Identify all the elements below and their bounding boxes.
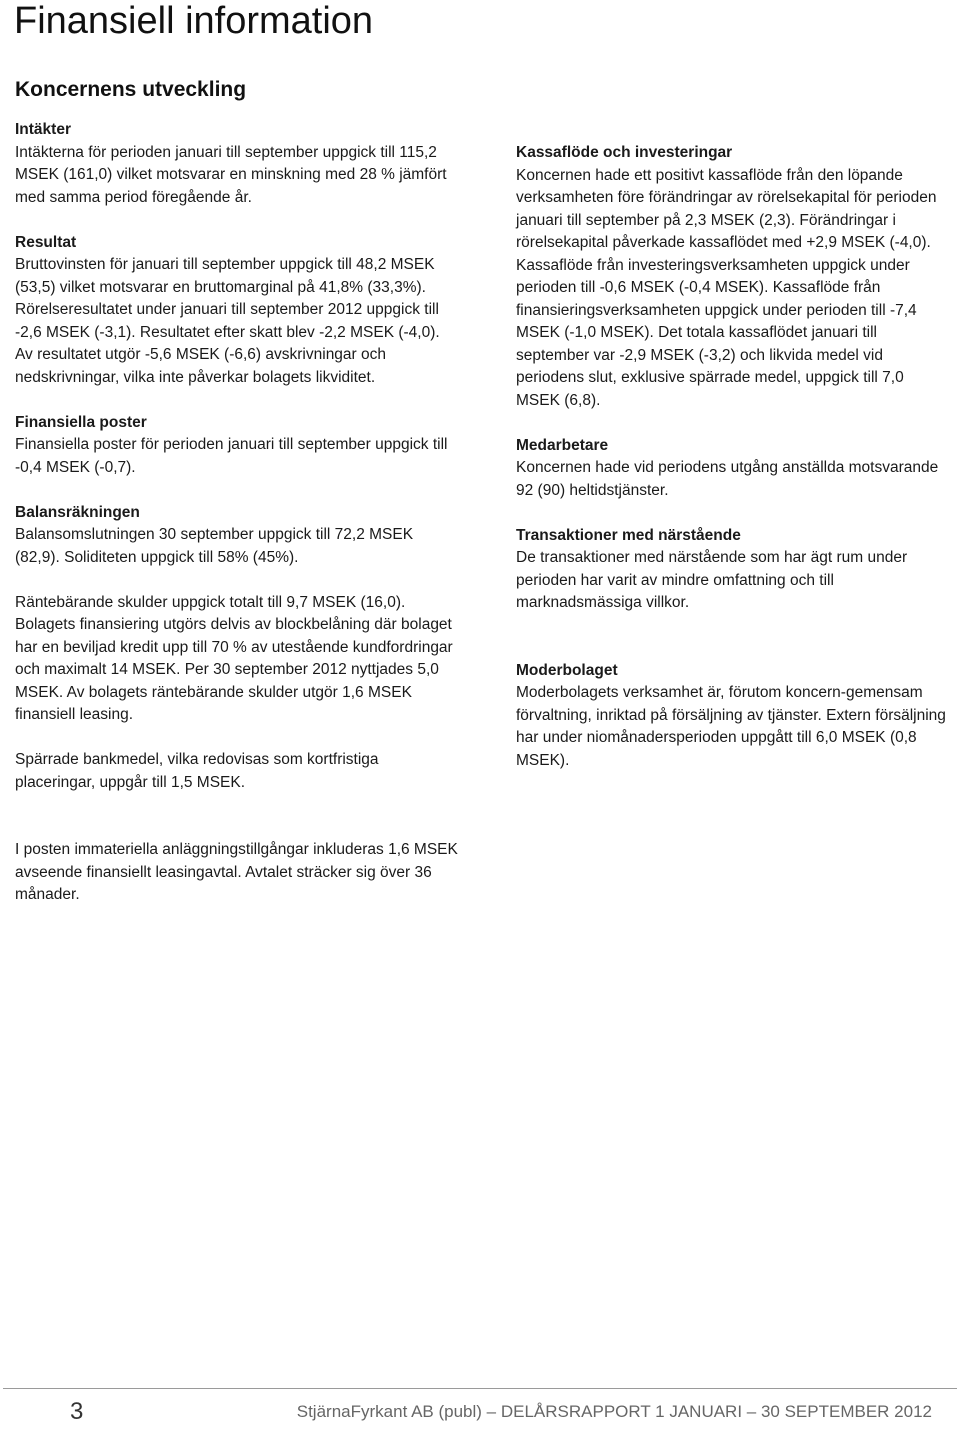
medarbetare-body: Koncernen hade vid periodens utgång anställda motsvarande 92 (90) heltidstjänster. xyxy=(516,459,939,499)
left-column xyxy=(15,119,460,929)
balansrakningen-heading: Balansräkningen xyxy=(15,503,140,521)
kassaflode-heading: Kassaflöde och investeringar xyxy=(516,144,733,161)
intakter-body: Intäkterna för perioden januari till september uppgick till 115,2 MSEK (161,0) vilket motsvarar en minskning med 28 % jämfört med samma period föregående år. xyxy=(15,143,447,206)
balansrakningen-body: Balansomslutningen 30 september uppgick till 72,2 MSEK (82,9). Soliditeten uppgick till 58% (45%). xyxy=(15,526,414,566)
right-column xyxy=(516,142,948,795)
section-resultat xyxy=(15,232,460,390)
section-kassaflode xyxy=(516,142,948,412)
section-balansrakningen xyxy=(15,502,460,570)
section-immateriella xyxy=(15,839,460,907)
finansiella-poster-body: Finansiella poster för perioden januari till september uppgick till -0,4 MSEK (-0,7). xyxy=(15,436,448,476)
section-rantebarande xyxy=(15,592,460,727)
transaktioner-heading: Transaktioner med närstående xyxy=(516,526,741,544)
medarbetare-heading: Medarbetare xyxy=(516,436,609,454)
transaktioner-body: De transaktioner med närstående som har ägt rum under perioden har varit av mindre omfattning och till marknadsmässiga villkor. xyxy=(516,549,908,611)
section-intakter xyxy=(15,119,460,209)
footer-divider xyxy=(3,1388,957,1389)
section-finansiella-poster xyxy=(15,412,460,480)
section-medarbetare xyxy=(516,435,948,503)
page-number: 3 xyxy=(70,1398,84,1425)
kassaflode-body: Koncernen hade ett positivt kassaflöde från den löpande verksamheten före förändringar av rörelsekapital för perioden januari till september på 2,3 MSEK (2,3). Förändringar i rörelsekapital påverkade kassaflödet med +2,9 MSEK (-4,0). Kassaflöde från investeringsverksamheten uppgick under perioden till -0,6 MSEK (-0,4 MSEK). Kassaflöde från finansieringsverksamheten uppgick under perioden till -7,4 MSEK (-1,0 MSEK). Det totala kassaflödet januari till september var -2,9 MSEK (-3,2) och likvida medel vid periodens slut, exklusive spärrade medel, uppgick till 7,0 MSEK (6,8). xyxy=(516,166,937,409)
resultat-heading: Resultat xyxy=(15,233,77,251)
section-moderbolaget xyxy=(516,660,948,773)
rantebarande-body: Räntebärande skulder uppgick totalt till 9,7 MSEK (16,0). Bolagets finansiering utgörs delvis av blockbelåning där bolaget har en beviljad kredit upp till 70 % av utestående kundfordringar och maximalt 14 MSEK. Per 30 september 2012 nyttjades 5,0 MSEK. Av bolagets räntebärande skulder utgör 1,6 MSEK finansiell leasing. xyxy=(15,593,453,723)
document-title: StjärnaFyrkant AB (publ) – DELÅRSRAPPORT 1 JANUARI – 30 SEPTEMBER 2012 xyxy=(296,1402,932,1421)
sparrade-body: Spärrade bankmedel, vilka redovisas som kortfristiga placeringar, uppgår till 1,5 MSEK. xyxy=(15,751,379,791)
intakter-heading: Intäkter xyxy=(15,121,71,138)
page-footer xyxy=(0,1388,960,1440)
moderbolaget-heading: Moderbolaget xyxy=(516,661,618,679)
finansiella-poster-heading: Finansiella poster xyxy=(15,413,147,431)
section-transaktioner xyxy=(516,525,948,615)
resultat-body: Bruttovinsten för januari till september uppgick till 48,2 MSEK (53,5) vilket motsvarar en bruttomarginal på 41,8% (33,3%). Rörelseresultatet under januari till september 2012 uppgick till -2,6 MSEK (-3,1). Resultatet efter skatt blev -2,2 MSEK (-4,0). Av resultatet utgör -5,6 MSEK (-6,6) avskrivningar och nedskrivningar, vilka inte påverkar bolagets likviditet. xyxy=(15,256,440,386)
page-title: Finansiell information xyxy=(14,0,374,42)
immateriella-body: I posten immateriella anläggningstillgångar inkluderas 1,6 MSEK avseende finansiellt leasingavtal. Avtalet sträcker sig över 36 månader. xyxy=(15,841,458,903)
section-sparrade xyxy=(15,749,460,794)
moderbolaget-body: Moderbolagets verksamhet är, förutom koncern-gemensam förvaltning, inriktad på försäljning av tjänster. Extern försäljning har under niomånadersperioden uppgått till 6,0 MSEK (0,8 MSEK). xyxy=(516,684,946,769)
section-title: Koncernens utveckling xyxy=(15,78,247,101)
